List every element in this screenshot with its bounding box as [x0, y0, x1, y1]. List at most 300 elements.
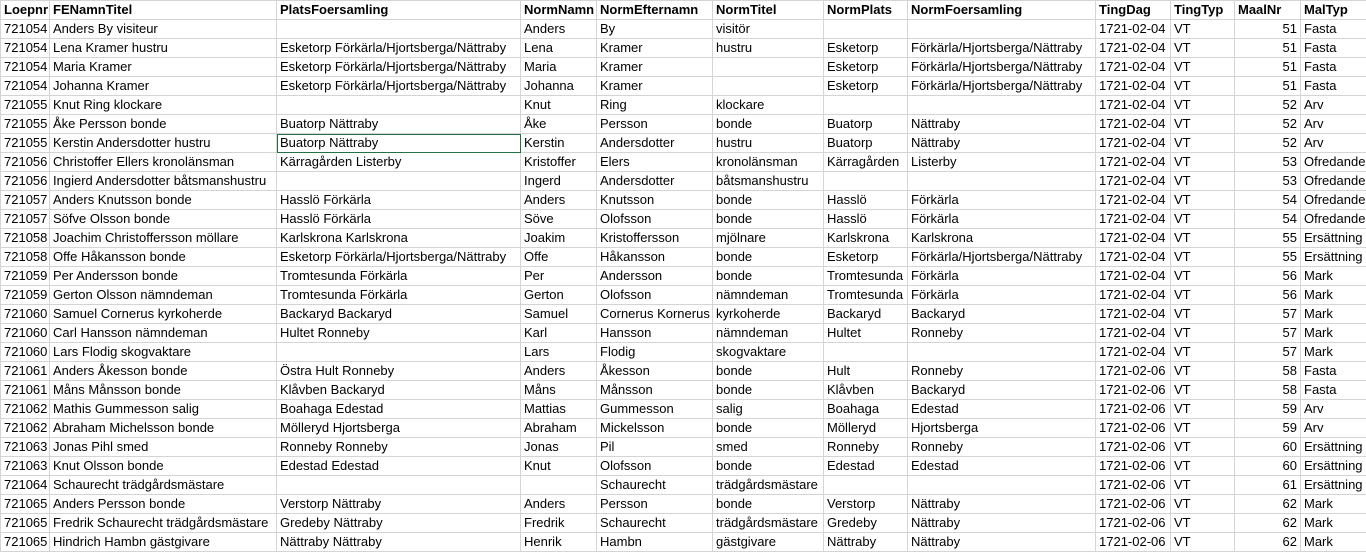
cell-normfoersamling[interactable]: Backaryd: [908, 305, 1096, 324]
cell-normfoersamling[interactable]: Nättraby: [908, 514, 1096, 533]
cell-fenamntitel[interactable]: Carl Hansson nämndeman: [50, 324, 277, 343]
cell-normefternamn[interactable]: Åkesson: [597, 362, 713, 381]
cell-normfoersamling[interactable]: [908, 96, 1096, 115]
cell-normefternamn[interactable]: Schaurecht: [597, 514, 713, 533]
cell-loepnr[interactable]: 721060: [1, 324, 50, 343]
cell-normplats[interactable]: Karlskrona: [824, 229, 908, 248]
cell-normfoersamling[interactable]: Ronneby: [908, 324, 1096, 343]
cell-tingdag[interactable]: 1721-02-06: [1096, 514, 1171, 533]
cell-normefternamn[interactable]: Månsson: [597, 381, 713, 400]
cell-platsfoersamling[interactable]: Esketorp Förkärla/Hjortsberga/Nättraby: [277, 248, 521, 267]
cell-normefternamn[interactable]: Andersson: [597, 267, 713, 286]
cell-normnamn[interactable]: Ingerd: [521, 172, 597, 191]
cell-normfoersamling[interactable]: [908, 343, 1096, 362]
cell-normnamn[interactable]: Anders: [521, 362, 597, 381]
cell-maalnr[interactable]: 51: [1235, 77, 1301, 96]
cell-platsfoersamling[interactable]: Esketorp Förkärla/Hjortsberga/Nättraby: [277, 77, 521, 96]
cell-loepnr[interactable]: 721060: [1, 343, 50, 362]
cell-loepnr[interactable]: 721054: [1, 20, 50, 39]
cell-normfoersamling[interactable]: Ronneby: [908, 438, 1096, 457]
cell-normefternamn[interactable]: Hambn: [597, 533, 713, 552]
cell-tingtyp[interactable]: VT: [1171, 39, 1235, 58]
cell-loepnr[interactable]: 721055: [1, 115, 50, 134]
cell-tingdag[interactable]: 1721-02-06: [1096, 362, 1171, 381]
cell-normplats[interactable]: [824, 476, 908, 495]
cell-normtitel[interactable]: salig: [713, 400, 824, 419]
cell-maalnr[interactable]: 51: [1235, 39, 1301, 58]
cell-normefternamn[interactable]: Persson: [597, 115, 713, 134]
cell-fenamntitel[interactable]: Söfve Olsson bonde: [50, 210, 277, 229]
cell-tingdag[interactable]: 1721-02-04: [1096, 115, 1171, 134]
cell-normefternamn[interactable]: Cornerus Kornerus: [597, 305, 713, 324]
cell-normnamn[interactable]: Johanna: [521, 77, 597, 96]
cell-normplats[interactable]: Tromtesunda: [824, 267, 908, 286]
cell-tingtyp[interactable]: VT: [1171, 58, 1235, 77]
cell-platsfoersamling[interactable]: Tromtesunda Förkärla: [277, 267, 521, 286]
cell-loepnr[interactable]: 721061: [1, 362, 50, 381]
cell-platsfoersamling[interactable]: Tromtesunda Förkärla: [277, 286, 521, 305]
cell-tingtyp[interactable]: VT: [1171, 96, 1235, 115]
cell-tingtyp[interactable]: VT: [1171, 77, 1235, 96]
cell-normfoersamling[interactable]: Hjortsberga: [908, 419, 1096, 438]
cell-normefternamn[interactable]: Olofsson: [597, 210, 713, 229]
cell-platsfoersamling[interactable]: Verstorp Nättraby: [277, 495, 521, 514]
cell-tingdag[interactable]: 1721-02-06: [1096, 533, 1171, 552]
cell-normtitel[interactable]: mjölnare: [713, 229, 824, 248]
cell-maltyp[interactable]: Arv: [1301, 419, 1366, 438]
cell-normfoersamling[interactable]: Nättraby: [908, 134, 1096, 153]
cell-loepnr[interactable]: 721059: [1, 286, 50, 305]
cell-normnamn[interactable]: Fredrik: [521, 514, 597, 533]
cell-maalnr[interactable]: 57: [1235, 305, 1301, 324]
cell-normefternamn[interactable]: Kramer: [597, 77, 713, 96]
cell-normtitel[interactable]: trädgårdsmästare: [713, 514, 824, 533]
cell-maalnr[interactable]: 51: [1235, 20, 1301, 39]
cell-fenamntitel[interactable]: Anders Persson bonde: [50, 495, 277, 514]
cell-maltyp[interactable]: Fasta: [1301, 77, 1366, 96]
cell-normplats[interactable]: Nättraby: [824, 533, 908, 552]
cell-loepnr[interactable]: 721054: [1, 58, 50, 77]
cell-maltyp[interactable]: Mark: [1301, 267, 1366, 286]
cell-platsfoersamling[interactable]: [277, 476, 521, 495]
cell-tingtyp[interactable]: VT: [1171, 495, 1235, 514]
cell-fenamntitel[interactable]: Lars Flodig skogvaktare: [50, 343, 277, 362]
header-cell-normnamn[interactable]: NormNamn: [521, 1, 597, 20]
cell-normfoersamling[interactable]: Förkärla/Hjortsberga/Nättraby: [908, 77, 1096, 96]
cell-fenamntitel[interactable]: Schaurecht trädgårdsmästare: [50, 476, 277, 495]
cell-maalnr[interactable]: 53: [1235, 153, 1301, 172]
cell-tingdag[interactable]: 1721-02-04: [1096, 305, 1171, 324]
cell-tingtyp[interactable]: VT: [1171, 210, 1235, 229]
cell-normplats[interactable]: Esketorp: [824, 248, 908, 267]
cell-normtitel[interactable]: kyrkoherde: [713, 305, 824, 324]
cell-tingdag[interactable]: 1721-02-04: [1096, 39, 1171, 58]
cell-tingtyp[interactable]: VT: [1171, 191, 1235, 210]
cell-normplats[interactable]: [824, 343, 908, 362]
cell-loepnr[interactable]: 721056: [1, 153, 50, 172]
cell-maltyp[interactable]: Fasta: [1301, 39, 1366, 58]
cell-fenamntitel[interactable]: Maria Kramer: [50, 58, 277, 77]
cell-normnamn[interactable]: Maria: [521, 58, 597, 77]
cell-maltyp[interactable]: Ersättning: [1301, 457, 1366, 476]
cell-normplats[interactable]: Ronneby: [824, 438, 908, 457]
cell-normefternamn[interactable]: Ring: [597, 96, 713, 115]
cell-tingtyp[interactable]: VT: [1171, 134, 1235, 153]
cell-normefternamn[interactable]: Gummesson: [597, 400, 713, 419]
cell-maalnr[interactable]: 51: [1235, 58, 1301, 77]
cell-maalnr[interactable]: 60: [1235, 438, 1301, 457]
cell-maltyp[interactable]: Arv: [1301, 400, 1366, 419]
cell-normfoersamling[interactable]: Förkärla: [908, 286, 1096, 305]
cell-maltyp[interactable]: Mark: [1301, 533, 1366, 552]
cell-normtitel[interactable]: bonde: [713, 115, 824, 134]
cell-platsfoersamling[interactable]: Buatorp Nättraby: [277, 115, 521, 134]
cell-normtitel[interactable]: bonde: [713, 210, 824, 229]
cell-normplats[interactable]: [824, 96, 908, 115]
header-cell-tingtyp[interactable]: TingTyp: [1171, 1, 1235, 20]
cell-tingtyp[interactable]: VT: [1171, 324, 1235, 343]
cell-normtitel[interactable]: klockare: [713, 96, 824, 115]
cell-loepnr[interactable]: 721063: [1, 457, 50, 476]
cell-loepnr[interactable]: 721054: [1, 77, 50, 96]
cell-normplats[interactable]: Gredeby: [824, 514, 908, 533]
cell-tingdag[interactable]: 1721-02-06: [1096, 476, 1171, 495]
cell-tingdag[interactable]: 1721-02-04: [1096, 20, 1171, 39]
cell-normfoersamling[interactable]: Backaryd: [908, 381, 1096, 400]
cell-normnamn[interactable]: Jonas: [521, 438, 597, 457]
cell-fenamntitel[interactable]: Måns Månsson bonde: [50, 381, 277, 400]
cell-maalnr[interactable]: 52: [1235, 96, 1301, 115]
cell-maalnr[interactable]: 52: [1235, 115, 1301, 134]
cell-fenamntitel[interactable]: Hindrich Hambn gästgivare: [50, 533, 277, 552]
cell-fenamntitel[interactable]: Jonas Pihl smed: [50, 438, 277, 457]
cell-normfoersamling[interactable]: Nättraby: [908, 495, 1096, 514]
cell-maltyp[interactable]: Fasta: [1301, 20, 1366, 39]
cell-normplats[interactable]: Hasslö: [824, 210, 908, 229]
cell-normnamn[interactable]: Gerton: [521, 286, 597, 305]
cell-tingdag[interactable]: 1721-02-06: [1096, 419, 1171, 438]
cell-normnamn[interactable]: Joakim: [521, 229, 597, 248]
cell-maalnr[interactable]: 55: [1235, 248, 1301, 267]
cell-fenamntitel[interactable]: Anders Knutsson bonde: [50, 191, 277, 210]
cell-fenamntitel[interactable]: Anders Åkesson bonde: [50, 362, 277, 381]
cell-normtitel[interactable]: bonde: [713, 248, 824, 267]
cell-normnamn[interactable]: Lars: [521, 343, 597, 362]
cell-platsfoersamling[interactable]: Kärragården Listerby: [277, 153, 521, 172]
cell-normfoersamling[interactable]: Förkärla: [908, 267, 1096, 286]
cell-normnamn[interactable]: [521, 476, 597, 495]
cell-platsfoersamling[interactable]: Hasslö Förkärla: [277, 210, 521, 229]
cell-platsfoersamling[interactable]: Hasslö Förkärla: [277, 191, 521, 210]
cell-loepnr[interactable]: 721058: [1, 229, 50, 248]
cell-tingdag[interactable]: 1721-02-04: [1096, 153, 1171, 172]
cell-tingtyp[interactable]: VT: [1171, 115, 1235, 134]
cell-fenamntitel[interactable]: Samuel Cornerus kyrkoherde: [50, 305, 277, 324]
cell-normefternamn[interactable]: Mickelsson: [597, 419, 713, 438]
cell-maltyp[interactable]: Ofredande: [1301, 172, 1366, 191]
cell-normtitel[interactable]: nämndeman: [713, 324, 824, 343]
cell-normnamn[interactable]: Knut: [521, 457, 597, 476]
cell-normtitel[interactable]: bonde: [713, 419, 824, 438]
cell-loepnr[interactable]: 721056: [1, 172, 50, 191]
cell-normefternamn[interactable]: Olofsson: [597, 286, 713, 305]
cell-normplats[interactable]: [824, 20, 908, 39]
cell-maalnr[interactable]: 57: [1235, 343, 1301, 362]
cell-platsfoersamling[interactable]: [277, 96, 521, 115]
cell-fenamntitel[interactable]: Per Andersson bonde: [50, 267, 277, 286]
cell-platsfoersamling[interactable]: Gredeby Nättraby: [277, 514, 521, 533]
cell-tingdag[interactable]: 1721-02-04: [1096, 343, 1171, 362]
cell-maltyp[interactable]: Mark: [1301, 514, 1366, 533]
cell-loepnr[interactable]: 721062: [1, 400, 50, 419]
cell-tingdag[interactable]: 1721-02-06: [1096, 457, 1171, 476]
cell-normplats[interactable]: Esketorp: [824, 39, 908, 58]
cell-normfoersamling[interactable]: Edestad: [908, 400, 1096, 419]
cell-normplats[interactable]: Edestad: [824, 457, 908, 476]
cell-tingdag[interactable]: 1721-02-04: [1096, 248, 1171, 267]
header-cell-maalnr[interactable]: MaalNr: [1235, 1, 1301, 20]
cell-maltyp[interactable]: Arv: [1301, 115, 1366, 134]
cell-normtitel[interactable]: [713, 77, 824, 96]
cell-maalnr[interactable]: 59: [1235, 419, 1301, 438]
cell-maalnr[interactable]: 60: [1235, 457, 1301, 476]
cell-fenamntitel[interactable]: Ingierd Andersdotter båtsmanshustru: [50, 172, 277, 191]
cell-normplats[interactable]: Mölleryd: [824, 419, 908, 438]
cell-maalnr[interactable]: 54: [1235, 191, 1301, 210]
cell-normtitel[interactable]: bonde: [713, 457, 824, 476]
cell-normefternamn[interactable]: Håkansson: [597, 248, 713, 267]
cell-normfoersamling[interactable]: [908, 172, 1096, 191]
cell-tingtyp[interactable]: VT: [1171, 172, 1235, 191]
cell-tingdag[interactable]: 1721-02-06: [1096, 438, 1171, 457]
cell-normtitel[interactable]: bonde: [713, 362, 824, 381]
cell-normplats[interactable]: Boahaga: [824, 400, 908, 419]
cell-maltyp[interactable]: Ofredande: [1301, 210, 1366, 229]
cell-normfoersamling[interactable]: [908, 20, 1096, 39]
cell-normnamn[interactable]: Åke: [521, 115, 597, 134]
cell-tingtyp[interactable]: VT: [1171, 153, 1235, 172]
cell-tingtyp[interactable]: VT: [1171, 248, 1235, 267]
cell-tingtyp[interactable]: VT: [1171, 419, 1235, 438]
cell-platsfoersamling[interactable]: Ronneby Ronneby: [277, 438, 521, 457]
cell-normefternamn[interactable]: Andersdotter: [597, 172, 713, 191]
cell-normefternamn[interactable]: Knutsson: [597, 191, 713, 210]
cell-normefternamn[interactable]: Andersdotter: [597, 134, 713, 153]
cell-normefternamn[interactable]: Kramer: [597, 58, 713, 77]
cell-fenamntitel[interactable]: Abraham Michelsson bonde: [50, 419, 277, 438]
cell-maalnr[interactable]: 56: [1235, 267, 1301, 286]
cell-maltyp[interactable]: Mark: [1301, 324, 1366, 343]
cell-normefternamn[interactable]: By: [597, 20, 713, 39]
cell-tingdag[interactable]: 1721-02-06: [1096, 400, 1171, 419]
cell-tingtyp[interactable]: VT: [1171, 457, 1235, 476]
cell-tingdag[interactable]: 1721-02-04: [1096, 77, 1171, 96]
cell-loepnr[interactable]: 721055: [1, 96, 50, 115]
cell-maalnr[interactable]: 58: [1235, 381, 1301, 400]
cell-tingtyp[interactable]: VT: [1171, 286, 1235, 305]
cell-platsfoersamling[interactable]: Backaryd Backaryd: [277, 305, 521, 324]
cell-normplats[interactable]: Buatorp: [824, 134, 908, 153]
cell-tingtyp[interactable]: VT: [1171, 381, 1235, 400]
cell-normtitel[interactable]: bonde: [713, 381, 824, 400]
cell-tingtyp[interactable]: VT: [1171, 514, 1235, 533]
cell-loepnr[interactable]: 721065: [1, 495, 50, 514]
cell-normefternamn[interactable]: Schaurecht: [597, 476, 713, 495]
cell-maltyp[interactable]: Mark: [1301, 286, 1366, 305]
cell-fenamntitel[interactable]: Mathis Gummesson salig: [50, 400, 277, 419]
cell-maalnr[interactable]: 57: [1235, 324, 1301, 343]
cell-normnamn[interactable]: Anders: [521, 495, 597, 514]
cell-normnamn[interactable]: Kristoffer: [521, 153, 597, 172]
cell-tingdag[interactable]: 1721-02-04: [1096, 286, 1171, 305]
cell-maltyp[interactable]: Fasta: [1301, 58, 1366, 77]
cell-normefternamn[interactable]: Elers: [597, 153, 713, 172]
cell-maalnr[interactable]: 59: [1235, 400, 1301, 419]
cell-tingtyp[interactable]: VT: [1171, 305, 1235, 324]
header-cell-normtitel[interactable]: NormTitel: [713, 1, 824, 20]
cell-normplats[interactable]: Hult: [824, 362, 908, 381]
cell-normtitel[interactable]: kronolänsman: [713, 153, 824, 172]
cell-normnamn[interactable]: Offe: [521, 248, 597, 267]
cell-maalnr[interactable]: 62: [1235, 495, 1301, 514]
cell-normfoersamling[interactable]: Förkärla/Hjortsberga/Nättraby: [908, 39, 1096, 58]
cell-normfoersamling[interactable]: Karlskrona: [908, 229, 1096, 248]
cell-fenamntitel[interactable]: Knut Ring klockare: [50, 96, 277, 115]
cell-maltyp[interactable]: Mark: [1301, 343, 1366, 362]
header-cell-normplats[interactable]: NormPlats: [824, 1, 908, 20]
cell-maltyp[interactable]: Mark: [1301, 305, 1366, 324]
cell-maltyp[interactable]: Ersättning: [1301, 476, 1366, 495]
cell-normtitel[interactable]: båtsmanshustru: [713, 172, 824, 191]
cell-normtitel[interactable]: smed: [713, 438, 824, 457]
cell-normnamn[interactable]: Lena: [521, 39, 597, 58]
cell-fenamntitel[interactable]: Kerstin Andersdotter hustru: [50, 134, 277, 153]
cell-normfoersamling[interactable]: Förkärla/Hjortsberga/Nättraby: [908, 58, 1096, 77]
cell-maltyp[interactable]: Ersättning: [1301, 248, 1366, 267]
cell-loepnr[interactable]: 721054: [1, 39, 50, 58]
cell-platsfoersamling[interactable]: Buatorp Nättraby: [277, 134, 521, 153]
cell-normnamn[interactable]: Måns: [521, 381, 597, 400]
cell-normnamn[interactable]: Samuel: [521, 305, 597, 324]
cell-normnamn[interactable]: Karl: [521, 324, 597, 343]
cell-normtitel[interactable]: nämndeman: [713, 286, 824, 305]
cell-fenamntitel[interactable]: Offe Håkansson bonde: [50, 248, 277, 267]
cell-maltyp[interactable]: Mark: [1301, 495, 1366, 514]
cell-maltyp[interactable]: Arv: [1301, 96, 1366, 115]
cell-loepnr[interactable]: 721062: [1, 419, 50, 438]
cell-maltyp[interactable]: Fasta: [1301, 381, 1366, 400]
cell-normnamn[interactable]: Abraham: [521, 419, 597, 438]
cell-normefternamn[interactable]: Kristoffersson: [597, 229, 713, 248]
cell-normtitel[interactable]: bonde: [713, 495, 824, 514]
cell-maltyp[interactable]: Fasta: [1301, 362, 1366, 381]
header-cell-normfoersamling[interactable]: NormFoersamling: [908, 1, 1096, 20]
cell-maltyp[interactable]: Ofredande: [1301, 191, 1366, 210]
cell-tingdag[interactable]: 1721-02-04: [1096, 134, 1171, 153]
cell-normtitel[interactable]: [713, 58, 824, 77]
cell-platsfoersamling[interactable]: Nättraby Nättraby: [277, 533, 521, 552]
cell-normplats[interactable]: Tromtesunda: [824, 286, 908, 305]
header-cell-platsfoersamling[interactable]: PlatsFoersamling: [277, 1, 521, 20]
cell-tingtyp[interactable]: VT: [1171, 229, 1235, 248]
cell-tingtyp[interactable]: VT: [1171, 267, 1235, 286]
cell-platsfoersamling[interactable]: Karlskrona Karlskrona: [277, 229, 521, 248]
cell-tingdag[interactable]: 1721-02-06: [1096, 495, 1171, 514]
cell-tingdag[interactable]: 1721-02-04: [1096, 229, 1171, 248]
cell-normplats[interactable]: Klåvben: [824, 381, 908, 400]
cell-tingtyp[interactable]: VT: [1171, 20, 1235, 39]
cell-loepnr[interactable]: 721064: [1, 476, 50, 495]
cell-loepnr[interactable]: 721061: [1, 381, 50, 400]
cell-normtitel[interactable]: trädgårdsmästare: [713, 476, 824, 495]
cell-normfoersamling[interactable]: Edestad: [908, 457, 1096, 476]
cell-normnamn[interactable]: Anders: [521, 191, 597, 210]
cell-tingdag[interactable]: 1721-02-04: [1096, 58, 1171, 77]
cell-platsfoersamling[interactable]: [277, 20, 521, 39]
cell-platsfoersamling[interactable]: Edestad Edestad: [277, 457, 521, 476]
header-cell-fenamntitel[interactable]: FENamnTitel: [50, 1, 277, 20]
cell-platsfoersamling[interactable]: [277, 343, 521, 362]
cell-normefternamn[interactable]: Kramer: [597, 39, 713, 58]
cell-normnamn[interactable]: Mattias: [521, 400, 597, 419]
header-cell-maltyp[interactable]: MalTyp: [1301, 1, 1366, 20]
cell-maalnr[interactable]: 54: [1235, 210, 1301, 229]
cell-loepnr[interactable]: 721059: [1, 267, 50, 286]
cell-normfoersamling[interactable]: Listerby: [908, 153, 1096, 172]
cell-normnamn[interactable]: Per: [521, 267, 597, 286]
cell-loepnr[interactable]: 721065: [1, 533, 50, 552]
cell-fenamntitel[interactable]: Anders By visiteur: [50, 20, 277, 39]
cell-maalnr[interactable]: 52: [1235, 134, 1301, 153]
cell-maalnr[interactable]: 62: [1235, 533, 1301, 552]
cell-maalnr[interactable]: 56: [1235, 286, 1301, 305]
cell-tingdag[interactable]: 1721-02-06: [1096, 381, 1171, 400]
header-cell-loepnr[interactable]: Loepnr: [1, 1, 50, 20]
cell-normtitel[interactable]: hustru: [713, 39, 824, 58]
cell-tingdag[interactable]: 1721-02-04: [1096, 210, 1171, 229]
cell-loepnr[interactable]: 721057: [1, 191, 50, 210]
cell-normfoersamling[interactable]: [908, 476, 1096, 495]
cell-fenamntitel[interactable]: Christoffer Ellers kronolänsman: [50, 153, 277, 172]
cell-fenamntitel[interactable]: Knut Olsson bonde: [50, 457, 277, 476]
cell-loepnr[interactable]: 721065: [1, 514, 50, 533]
cell-normtitel[interactable]: visitör: [713, 20, 824, 39]
cell-loepnr[interactable]: 721055: [1, 134, 50, 153]
cell-normfoersamling[interactable]: Nättraby: [908, 115, 1096, 134]
cell-tingtyp[interactable]: VT: [1171, 476, 1235, 495]
cell-platsfoersamling[interactable]: Esketorp Förkärla/Hjortsberga/Nättraby: [277, 39, 521, 58]
cell-platsfoersamling[interactable]: [277, 172, 521, 191]
cell-normplats[interactable]: Kärragården: [824, 153, 908, 172]
cell-normfoersamling[interactable]: Förkärla: [908, 191, 1096, 210]
cell-platsfoersamling[interactable]: Östra Hult Ronneby: [277, 362, 521, 381]
cell-platsfoersamling[interactable]: Mölleryd Hjortsberga: [277, 419, 521, 438]
cell-fenamntitel[interactable]: Åke Persson bonde: [50, 115, 277, 134]
cell-tingtyp[interactable]: VT: [1171, 533, 1235, 552]
cell-normefternamn[interactable]: Hansson: [597, 324, 713, 343]
cell-platsfoersamling[interactable]: Klåvben Backaryd: [277, 381, 521, 400]
cell-normplats[interactable]: Esketorp: [824, 58, 908, 77]
cell-normtitel[interactable]: skogvaktare: [713, 343, 824, 362]
cell-maalnr[interactable]: 55: [1235, 229, 1301, 248]
cell-normnamn[interactable]: Knut: [521, 96, 597, 115]
cell-normnamn[interactable]: Kerstin: [521, 134, 597, 153]
cell-fenamntitel[interactable]: Joachim Christoffersson möllare: [50, 229, 277, 248]
cell-normfoersamling[interactable]: Ronneby: [908, 362, 1096, 381]
cell-tingtyp[interactable]: VT: [1171, 438, 1235, 457]
cell-maalnr[interactable]: 58: [1235, 362, 1301, 381]
cell-platsfoersamling[interactable]: Hultet Ronneby: [277, 324, 521, 343]
